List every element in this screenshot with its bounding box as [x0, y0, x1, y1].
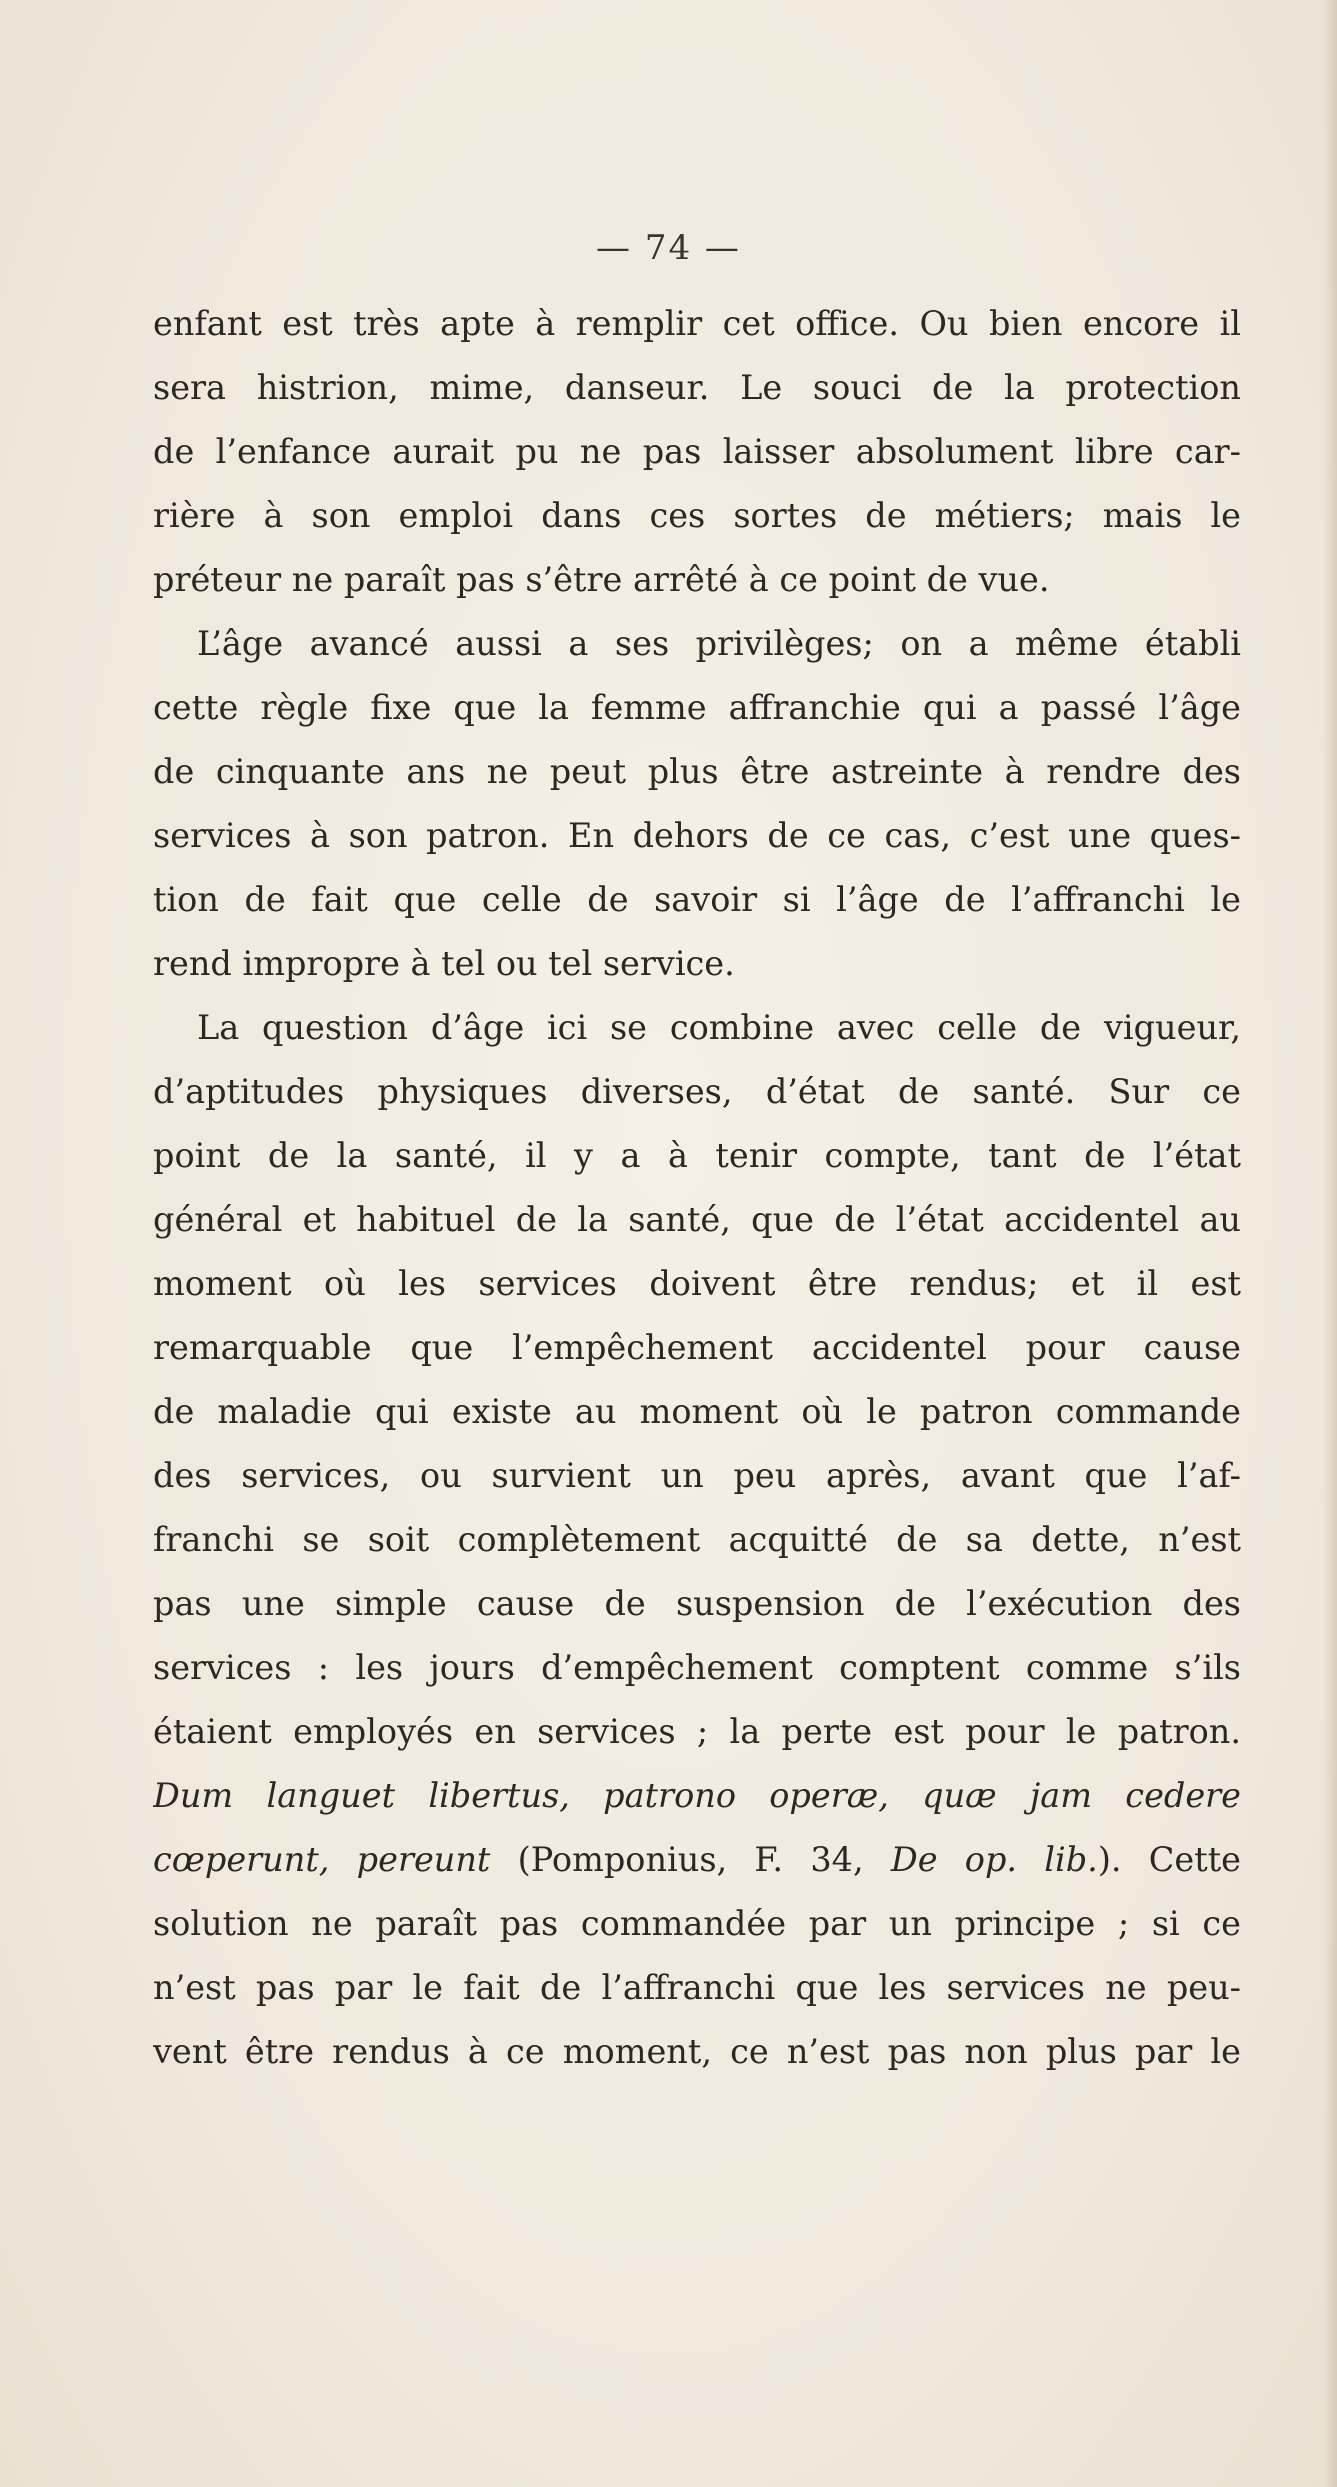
- latin-quote: Dum languet libertus, patrono operæ, quæ jam cedere: [153, 1776, 1241, 1815]
- text-line: services : les jours d’empêchement comptent comme s’ils: [153, 1648, 1241, 1687]
- text-line: point de la santé, il y a à tenir compte, tant de l’état: [153, 1136, 1241, 1175]
- text-line: pas une simple cause de suspension de l’exécution des: [153, 1584, 1241, 1623]
- text-line: des services, ou survient un peu après, avant que l’af-: [153, 1456, 1241, 1495]
- text-line: de cinquante ans ne peut plus être astreinte à rendre des: [153, 752, 1241, 791]
- text-line: services à son patron. En dehors de ce cas, c’est une ques-: [153, 816, 1241, 855]
- text-line: remarquable que l’empêchement accidentel pour cause: [153, 1328, 1241, 1367]
- text-line: cette règle fixe que la femme affranchie qui a passé l’âge: [153, 688, 1241, 727]
- text-line: [153, 1764, 1241, 1828]
- text-line: solution ne paraît pas commandée par un principe ; si ce: [153, 1904, 1241, 1943]
- text-line: L’âge avancé aussi a ses privilèges; on a même établi: [197, 624, 1241, 663]
- text-line: rière à son emploi dans ces sortes de métiers; mais le: [153, 496, 1241, 535]
- text-line: rend impropre à tel ou tel service.: [153, 944, 735, 983]
- text-line: franchi se soit complètement acquitté de sa dette, n’est: [153, 1520, 1241, 1559]
- latin-quote: cœperunt, pereunt: [153, 1840, 491, 1879]
- text-line: La question d’âge ici se combine avec celle de vigueur,: [197, 1008, 1241, 1047]
- text-line: préteur ne paraît pas s’être arrêté à ce point de vue.: [153, 560, 1050, 599]
- text-line: étaient employés en services ; la perte est pour le patron.: [153, 1712, 1241, 1751]
- text-line: n’est pas par le fait de l’affranchi que les services ne peu-: [153, 1968, 1241, 2007]
- citation-title: De op. lib.: [890, 1840, 1098, 1879]
- text-line: général et habituel de la santé, que de l’état accidentel au: [153, 1200, 1241, 1239]
- text-line: d’aptitudes physiques diverses, d’état de santé. Sur ce: [153, 1072, 1241, 1111]
- page-edge-shadow: [1323, 0, 1337, 2487]
- text-line: tion de fait que celle de savoir si l’âge de l’affranchi le: [153, 880, 1241, 919]
- text-line: moment où les services doivent être rendus; et il est: [153, 1264, 1241, 1303]
- text-line: sera histrion, mime, danseur. Le souci de la protection: [153, 368, 1241, 407]
- text-line: enfant est très apte à remplir cet office. Ou bien encore il: [153, 304, 1241, 343]
- text-line: de l’enfance aurait pu ne pas laisser absolument libre car-: [153, 432, 1241, 471]
- body-text: [153, 292, 1241, 2084]
- text-line: vent être rendus à ce moment, ce n’est pas non plus par le: [153, 2032, 1241, 2071]
- page-number: — 74 —: [596, 228, 741, 268]
- text-line: de maladie qui existe au moment où le patron commande: [153, 1392, 1241, 1431]
- text-line: cœperunt, pereunt (Pomponius, F. 34, De op. lib.). Cette: [153, 1840, 1241, 1879]
